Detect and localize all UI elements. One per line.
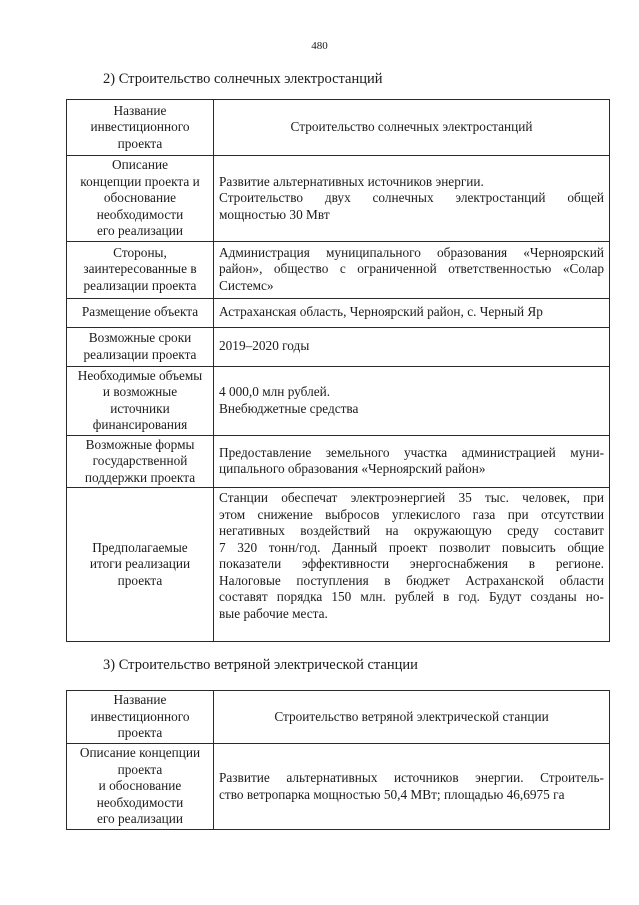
state-support-label: Возможные формы государственной поддержки проекта: [67, 435, 214, 488]
concept-description-label: Описание концепции проекта и обоснование необходимости его реализации: [67, 156, 214, 242]
table-row: [67, 156, 610, 242]
table-row: [67, 241, 610, 298]
table-row: [67, 366, 610, 435]
page-number: 480: [311, 40, 328, 52]
project-name-value: Строительство солнечных электростанций: [214, 100, 610, 156]
financing-label: Необходимые объемы и возможные источники финансирования: [67, 366, 214, 435]
table-row: [67, 298, 610, 327]
table-row: [67, 327, 610, 366]
stakeholders-value: Администрация муниципального образования «Черноярский район», общество с ограниченной ответственностью «Солар Системс»: [214, 241, 610, 298]
section-3-heading: 3) Строительство ветряной электрической станции: [103, 657, 418, 673]
timing-value: 2019–2020 годы: [214, 327, 610, 366]
table-row: [67, 691, 610, 744]
stakeholders-label: Стороны, заинтересованные в реализации проекта: [67, 241, 214, 298]
state-support-value: Предоставление земельного участка администрацией муни- ципального образования «Черноярский район»: [214, 435, 610, 488]
table-row: [67, 744, 610, 830]
solar-project-table: [66, 99, 610, 642]
location-label: Размещение объекта: [67, 298, 214, 327]
table-row: [67, 435, 610, 488]
project-name-value: Строительство ветряной электрической станции: [214, 691, 610, 744]
location-value: Астраханская область, Черноярский район, с. Черный Яр: [214, 298, 610, 327]
expected-results-value: Станции обеспечат электроэнергией 35 тыс. человек, при этом снижение выбросов углекислого газа при отсутствии негативных воздействий на окружающую среду составит 7 320 тонн/год. Данный проект позволит повысить общие показатели эффективности энергоснабжения в регионе. Налоговые поступления в бюджет Астраханской области составят порядка 150 млн. рублей в год. Будут созданы но- вые рабочие места.: [214, 488, 610, 642]
financing-value: 4 000,0 млн рублей. Внебюджетные средства: [214, 366, 610, 435]
project-name-label: Название инвестиционного проекта: [67, 100, 214, 156]
wind-project-table: [66, 690, 610, 830]
section-2-heading: 2) Строительство солнечных электростанций: [103, 71, 383, 87]
timing-label: Возможные сроки реализации проекта: [67, 327, 214, 366]
table-row: [67, 488, 610, 642]
project-name-label: Название инвестиционного проекта: [67, 691, 214, 744]
concept-description-value: Развитие альтернативных источников энергии. Строительство двух солнечных электростанций общей мощностью 30 Мвт: [214, 156, 610, 242]
expected-results-label: Предполагаемые итоги реализации проекта: [67, 488, 214, 642]
concept-description-value: Развитие альтернативных источников энергии. Строитель- ство ветропарка мощностью 50,4 МВт; площадью 46,6975 га: [214, 744, 610, 830]
concept-description-label: Описание концепции проекта и обоснование необходимости его реализации: [67, 744, 214, 830]
table-row: [67, 100, 610, 156]
